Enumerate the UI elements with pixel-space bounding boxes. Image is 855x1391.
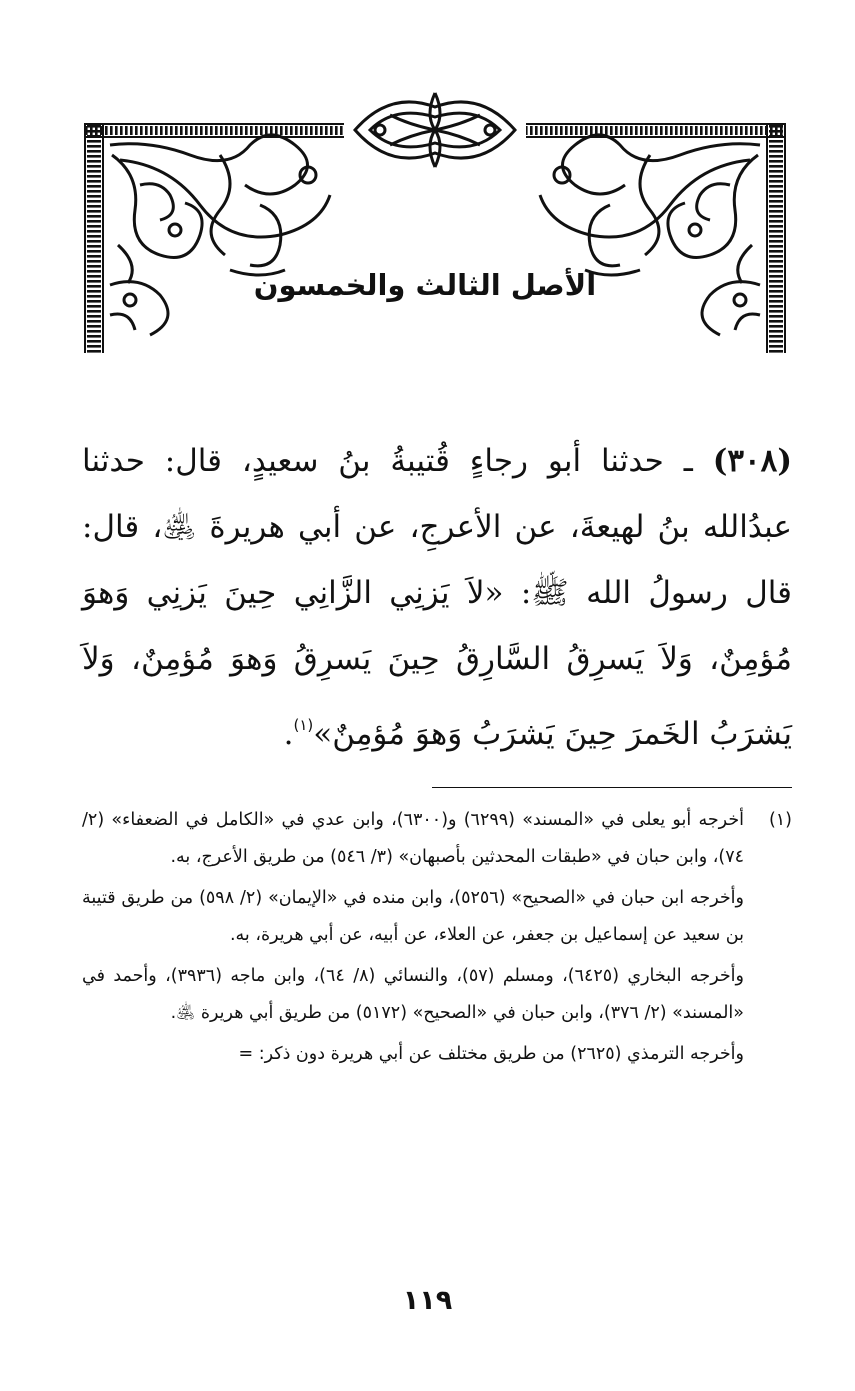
chapter-title: الأصل الثالث والخمسون [253,268,597,302]
hadith-end-period: . [283,716,294,752]
top-left-band [84,123,344,138]
right-arabesque-ornament [540,135,760,335]
right-side-band [766,123,786,353]
top-right-band [526,123,786,138]
hadith-text-block [82,428,792,767]
hadith-body: ـ حدثنا أبو رجاءٍ قُتيبةُ بنُ سعيدٍ، قال: حدثنا عبدُالله بنُ لهيعةَ، عن الأعرجِ، عن أبي هريرةَ ﵁، قال: قال رسولُ الله ﷺ: «لاَ يَزنِي الزَّانِي حِينَ يَزنِي وَهوَ مُؤمِنٌ، وَلاَ يَسرِقُ السَّارِقُ حِينَ يَسرِقُ وَهوَ مُؤمِنٌ، وَلاَ يَشرَبُ الخَمرَ حِينَ يَشرَبُ وَهوَ مُؤمِنٌ» [82,443,792,752]
footnote-paragraph: وأخرجه البخاري (٦٤٢٥)، ومسلم (٥٧)، والنسائي (٨/ ٦٤)، وابن ماجه (٣٩٣٦)، وأحمد في «المسند» (٢/ ٣٧٦)، وابن حبان في «الصحيح» (٥١٧٢) من طريق أبي هريرة ﵁. [82,966,744,1023]
hadith-number: (٣٠٨) [712,443,792,479]
center-medallion-ornament [355,93,515,167]
page-number: ١١٩ [402,1285,453,1316]
left-arabesque-ornament [110,135,330,335]
header-ornament-frame [80,85,790,355]
footnotes-section [82,802,792,1077]
footnote-paragraph: وأخرجه الترمذي (٢٦٢٥) من طريق مختلف عن أبي هريرة دون ذكر: = [238,1044,744,1064]
footnote-separator [432,787,792,788]
footnote-text: أخرجه أبو يعلى في «المسند» (٦٢٩٩) و(٦٣٠٠)، وابن عدي في «الكامل في الضعفاء» (٢/ ٧٤)، وابن حبان في «طبقات المحدثين بأصبهان» (٣/ ٥٤٦) من طريق الأعرج، به. [82,810,744,867]
footnote-marker: (١) [768,810,792,830]
footnote-reference: (١) [293,716,314,734]
footnote-paragraph [82,802,792,876]
footnote-paragraph: وأخرجه ابن حبان في «الصحيح» (٥٢٥٦)، وابن منده في «الإيمان» (٢/ ٥٩٨) من طريق قتيبة بن سعيد عن إسماعيل بن جعفر، عن العلاء، عن أبيه، عن أبي هريرة، به. [82,888,744,945]
left-side-band [84,123,104,353]
